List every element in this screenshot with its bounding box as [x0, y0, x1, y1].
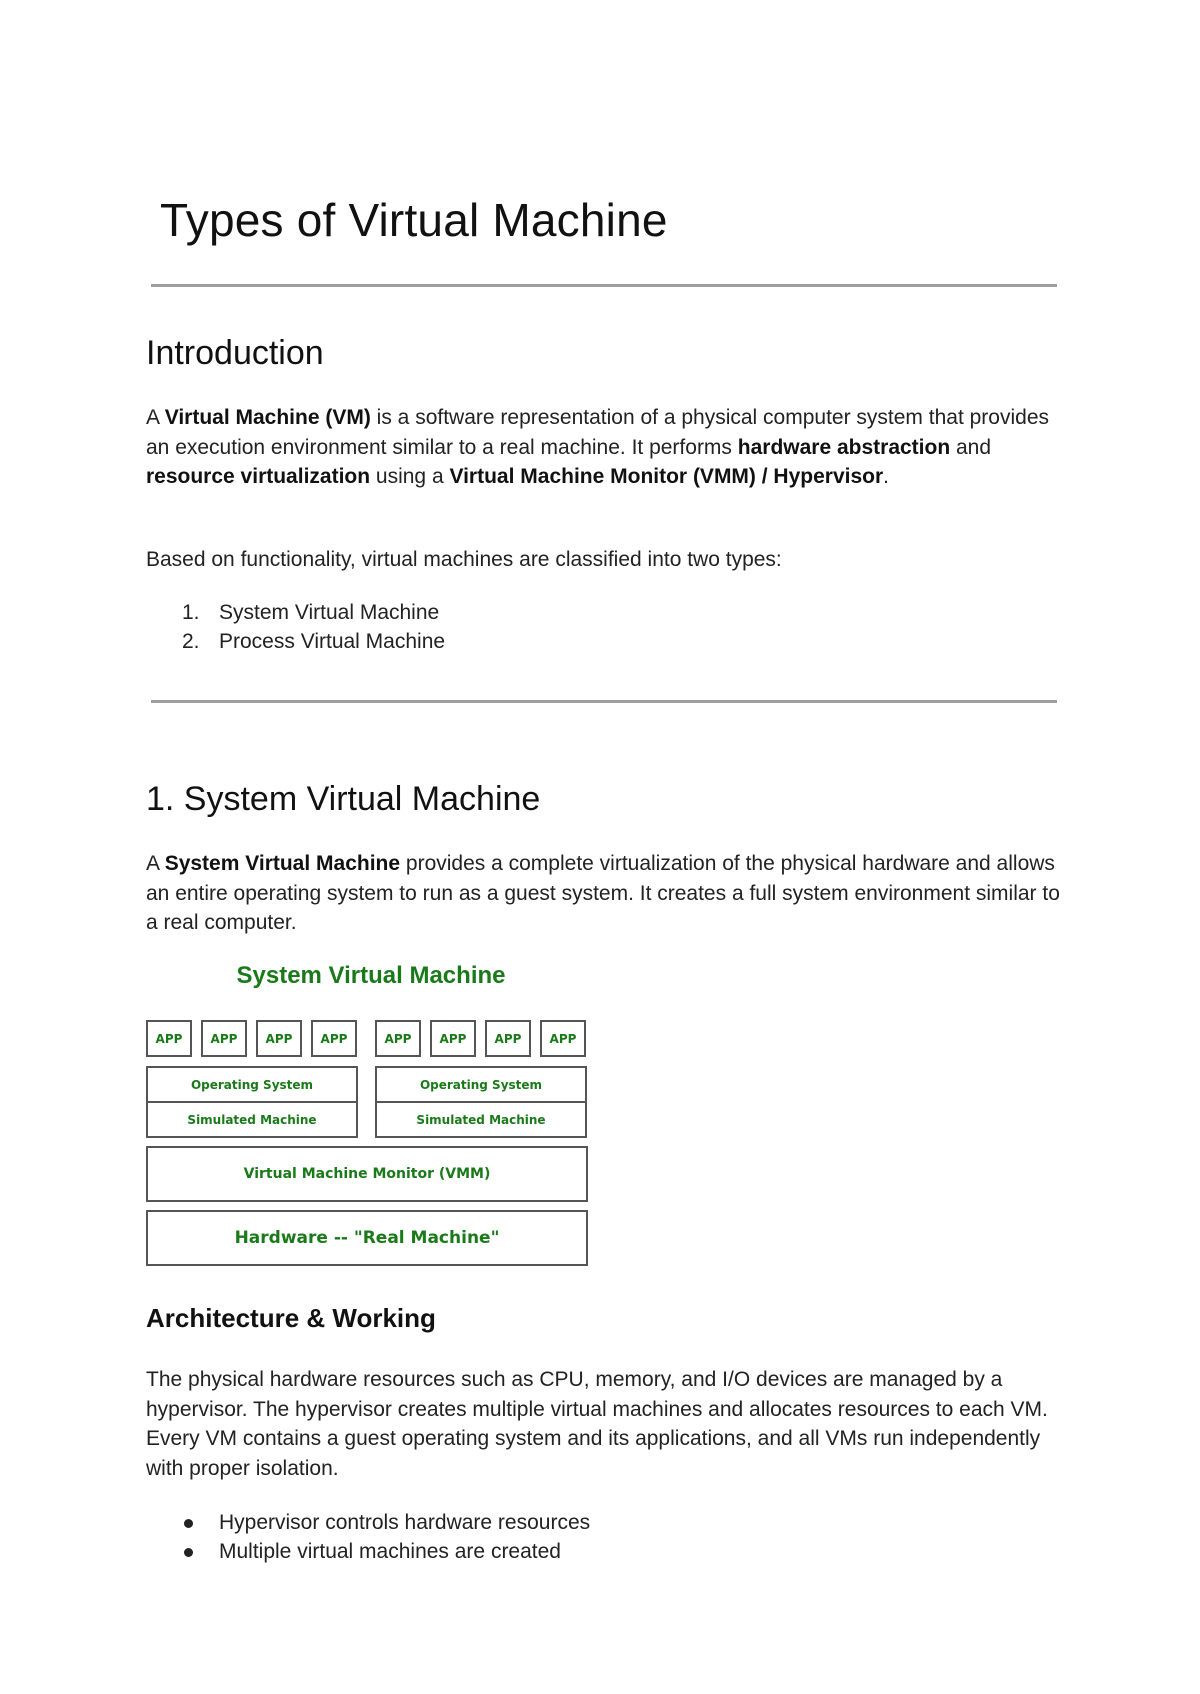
introduction-heading: Introduction: [146, 334, 324, 372]
bold-term: Virtual Machine Monitor (VMM) / Hypervisor: [449, 465, 884, 488]
operating-system-box: Operating System: [146, 1066, 358, 1103]
list-number: 1.: [182, 601, 200, 624]
simulated-machine-box: Simulated Machine: [146, 1101, 358, 1138]
divider: [151, 700, 1057, 703]
list-item-text: Multiple virtual machines are created: [219, 1540, 561, 1563]
hardware-box: Hardware -- "Real Machine": [146, 1210, 588, 1266]
text: provides a complete virtualization of the physical hardware and allows an entire operating system to run as a guest system. It creates a full system environment similar to a real computer.: [146, 852, 1060, 934]
system-vm-paragraph: [146, 849, 1066, 938]
list-item-text: System Virtual Machine: [219, 601, 440, 624]
diagram-title: System Virtual Machine: [236, 962, 506, 989]
app-box: APP: [256, 1020, 302, 1057]
page-title: Types of Virtual Machine: [160, 194, 668, 246]
architecture-paragraph: The physical hardware resources such as CPU, memory, and I/O devices are managed by a hypervisor. The hypervisor creates multiple virtual machines and allocates resources to each VM. Every VM contains a guest operating system and its applications, and all VMs run independently with proper isolation.: [146, 1368, 1048, 1480]
bullet-icon: [184, 1548, 193, 1557]
text: is a software representation of a physical computer system that provides an execution environment similar to a real machine. It performs: [146, 406, 1049, 459]
text: A: [146, 852, 165, 875]
list-item-text: Hypervisor controls hardware resources: [219, 1511, 591, 1534]
architecture-bullet-list: [146, 1508, 590, 1566]
text: using a: [370, 465, 450, 488]
list-item: [146, 627, 445, 656]
system-vm-heading: 1. System Virtual Machine: [146, 780, 541, 818]
bold-term: Virtual Machine (VM): [164, 406, 371, 429]
vmm-box: Virtual Machine Monitor (VMM): [146, 1146, 588, 1202]
bold-term: hardware abstraction: [737, 435, 951, 459]
bold-term: resource virtualization: [146, 465, 371, 488]
introduction-paragraph: [146, 403, 1066, 492]
bold-term: System Virtual Machine: [164, 852, 401, 875]
classification-paragraph: Based on functionality, virtual machines are classified into two types:: [146, 548, 782, 571]
app-box: APP: [201, 1020, 247, 1057]
text: .: [883, 465, 889, 488]
app-box: APP: [485, 1020, 531, 1057]
app-box: APP: [540, 1020, 586, 1057]
list-item-text: Process Virtual Machine: [219, 630, 446, 653]
system-vm-diagram: [146, 962, 596, 1277]
app-box: APP: [311, 1020, 357, 1057]
divider: [151, 284, 1057, 287]
text: A: [146, 406, 165, 429]
operating-system-box: Operating System: [375, 1066, 587, 1103]
list-item: [146, 1508, 590, 1537]
text: and: [950, 435, 992, 459]
app-box: APP: [430, 1020, 476, 1057]
architecture-heading: Architecture & Working: [146, 1303, 436, 1333]
vm-types-list: [146, 598, 445, 656]
list-item: [146, 598, 445, 627]
list-item: [146, 1537, 590, 1566]
list-number: 2.: [182, 630, 200, 653]
bullet-icon: [184, 1519, 193, 1528]
app-box: APP: [375, 1020, 421, 1057]
app-box: APP: [146, 1020, 192, 1057]
simulated-machine-box: Simulated Machine: [375, 1101, 587, 1138]
